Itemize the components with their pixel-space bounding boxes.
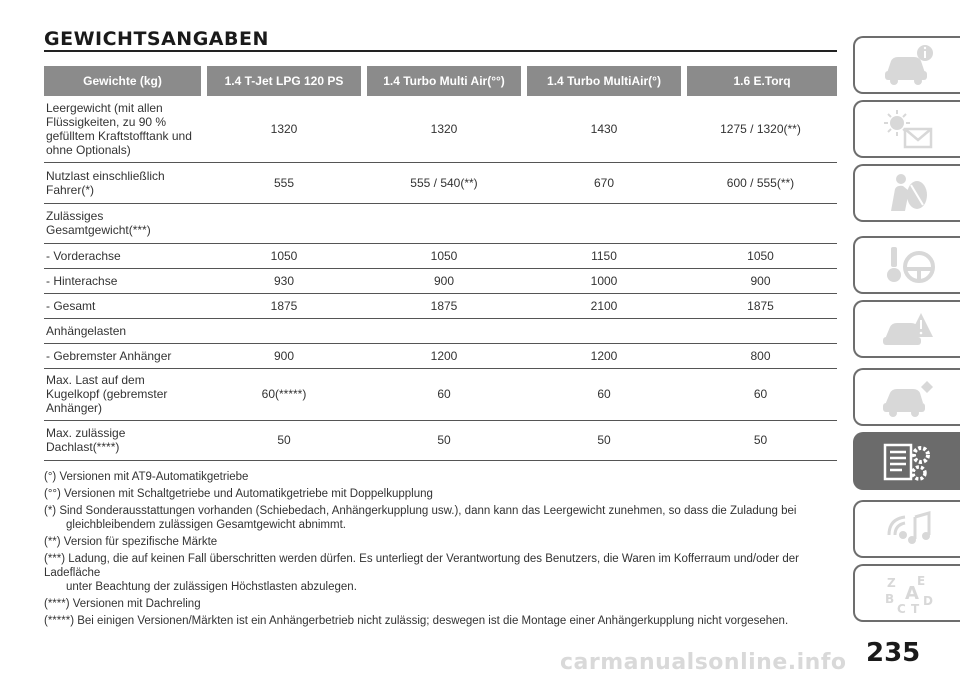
emergency-icon <box>881 307 935 351</box>
table-cell: 1875 <box>364 293 524 318</box>
table-cell <box>364 203 524 243</box>
table-cell <box>524 203 684 243</box>
table-row <box>44 268 837 293</box>
tab-safety[interactable] <box>853 164 960 222</box>
table-cell: 60 <box>524 368 684 420</box>
table-row <box>44 368 837 420</box>
multimedia-icon <box>881 507 935 551</box>
tab-emergency[interactable] <box>853 300 960 358</box>
table-cell: 555 <box>204 162 364 203</box>
row-label: Max. Last auf dem Kugelkopf (gebremster Anhänger) <box>44 368 204 420</box>
tab-multimedia[interactable] <box>853 500 960 558</box>
svg-text:A: A <box>904 583 919 604</box>
row-label: Nutzlast einschließlich Fahrer(*) <box>44 162 204 203</box>
row-label: - Vorderachse <box>44 243 204 268</box>
table-cell: 1875 <box>204 293 364 318</box>
table-row <box>44 96 837 162</box>
table-cell: 1200 <box>364 343 524 368</box>
row-label: - Gebremster Anhänger <box>44 343 204 368</box>
header-etorq: 1.6 E.Torq <box>684 66 837 96</box>
table-header-row <box>44 66 837 96</box>
technical-data-icon <box>881 439 935 483</box>
table-cell: 930 <box>204 268 364 293</box>
table-cell: 60 <box>684 368 837 420</box>
table-cell <box>204 318 364 343</box>
table-cell: 1050 <box>364 243 524 268</box>
table-cell: 670 <box>524 162 684 203</box>
table-row <box>44 293 837 318</box>
table-row <box>44 318 837 343</box>
table-cell <box>364 318 524 343</box>
table-cell: 60(*****) <box>204 368 364 420</box>
steering-start-icon <box>881 243 935 287</box>
tab-technical-data[interactable] <box>853 432 960 490</box>
row-label: Zulässiges Gesamtgewicht(***) <box>44 203 204 243</box>
table-cell: 900 <box>684 268 837 293</box>
footnote: (****) Versionen mit Dachreling <box>44 598 201 610</box>
car-info-icon <box>881 43 935 87</box>
table-cell: 50 <box>204 420 364 460</box>
table-cell: 50 <box>684 420 837 460</box>
table-cell: 1150 <box>524 243 684 268</box>
title-divider <box>44 50 837 52</box>
header-turbo-multiair-manual: 1.4 Turbo Multi Air(°°) <box>364 66 524 96</box>
table-row <box>44 162 837 203</box>
index-icon <box>881 571 935 615</box>
table-cell: 1430 <box>524 96 684 162</box>
watermark: carmanualsonline.info <box>560 650 847 675</box>
table-cell: 50 <box>524 420 684 460</box>
table-row <box>44 343 837 368</box>
header-turbo-multiair-at9: 1.4 Turbo MultiAir(°) <box>524 66 684 96</box>
footnote: (°°) Versionen mit Schaltgetriebe und Automatikgetriebe mit Doppelkupplung <box>44 488 433 500</box>
footnote: (°) Versionen mit AT9-Automatikgetriebe <box>44 471 249 483</box>
table-cell <box>204 203 364 243</box>
footnote: (*) Sind Sonderausstattungen vorhanden (Schiebedach, Anhängerkupplung usw.), dann kann das Leergewicht zunehmen, so dass die Zuladung bei gleichbleibendem zulässigen Gesamtgewicht abnimmt. <box>44 505 797 531</box>
table-cell: 900 <box>364 268 524 293</box>
airbag-safety-icon <box>881 171 935 215</box>
table-cell: 800 <box>684 343 837 368</box>
table-cell: 2100 <box>524 293 684 318</box>
row-label: Leergewicht (mit allen Flüssigkeiten, zu 90 % gefülltem Kraftstofftank und ohne Optionals) <box>44 96 204 162</box>
tab-starting-driving[interactable] <box>853 236 960 294</box>
warning-lights-icon <box>881 107 935 151</box>
footnote: (**) Version für spezifische Märkte <box>44 536 218 548</box>
page-number: 235 <box>866 638 921 668</box>
table-cell: 1000 <box>524 268 684 293</box>
table-cell: 1050 <box>684 243 837 268</box>
svg-text:D: D <box>922 594 933 608</box>
table-cell: 60 <box>364 368 524 420</box>
tab-index[interactable] <box>853 564 960 622</box>
table-cell: 1275 / 1320(**) <box>684 96 837 162</box>
row-label: Max. zulässige Dachlast(****) <box>44 420 204 460</box>
table-cell: 1320 <box>364 96 524 162</box>
table-cell <box>684 203 837 243</box>
row-label: Anhängelasten <box>44 318 204 343</box>
table-row <box>44 203 837 243</box>
row-label: - Hinterachse <box>44 268 204 293</box>
svg-text:B: B <box>884 592 894 606</box>
row-label: - Gesamt <box>44 293 204 318</box>
table-cell: 900 <box>204 343 364 368</box>
table-cell <box>684 318 837 343</box>
table-row <box>44 243 837 268</box>
table-cell <box>524 318 684 343</box>
table-cell: 1200 <box>524 343 684 368</box>
footnotes <box>44 470 824 631</box>
table-cell: 1875 <box>684 293 837 318</box>
weights-table <box>44 66 837 461</box>
svg-text:T: T <box>910 602 919 615</box>
header-tjet-lpg: 1.4 T-Jet LPG 120 PS <box>204 66 364 96</box>
table-row <box>44 420 837 460</box>
table-cell: 50 <box>364 420 524 460</box>
table-cell: 1050 <box>204 243 364 268</box>
tab-maintenance[interactable] <box>853 368 960 426</box>
header-weights: Gewichte (kg) <box>44 66 204 96</box>
svg-text:C: C <box>896 602 906 615</box>
footnote: (***) Ladung, die auf keinen Fall überschritten werden dürfen. Es unterliegt der Verantwortung des Benutzers, die Waren im Kofferraum und/oder der Ladefläche unter Beachtung der zulässigen Höchstlasten abzulegen. <box>44 553 799 593</box>
svg-text:Z: Z <box>886 576 896 590</box>
svg-text:E: E <box>916 574 925 588</box>
page-title: GEWICHTSANGABEN <box>44 28 269 50</box>
table-cell: 555 / 540(**) <box>364 162 524 203</box>
tab-car-info[interactable] <box>853 36 960 94</box>
table-cell: 600 / 555(**) <box>684 162 837 203</box>
tab-warning-lights[interactable] <box>853 100 960 158</box>
footnote: (*****) Bei einigen Versionen/Märkten ist ein Anhängerbetrieb nicht zulässig; deswegen ist die Montage einer Anhängerkupplung nicht vorgesehen. <box>44 615 789 627</box>
maintenance-icon <box>881 375 935 419</box>
table-cell: 1320 <box>204 96 364 162</box>
